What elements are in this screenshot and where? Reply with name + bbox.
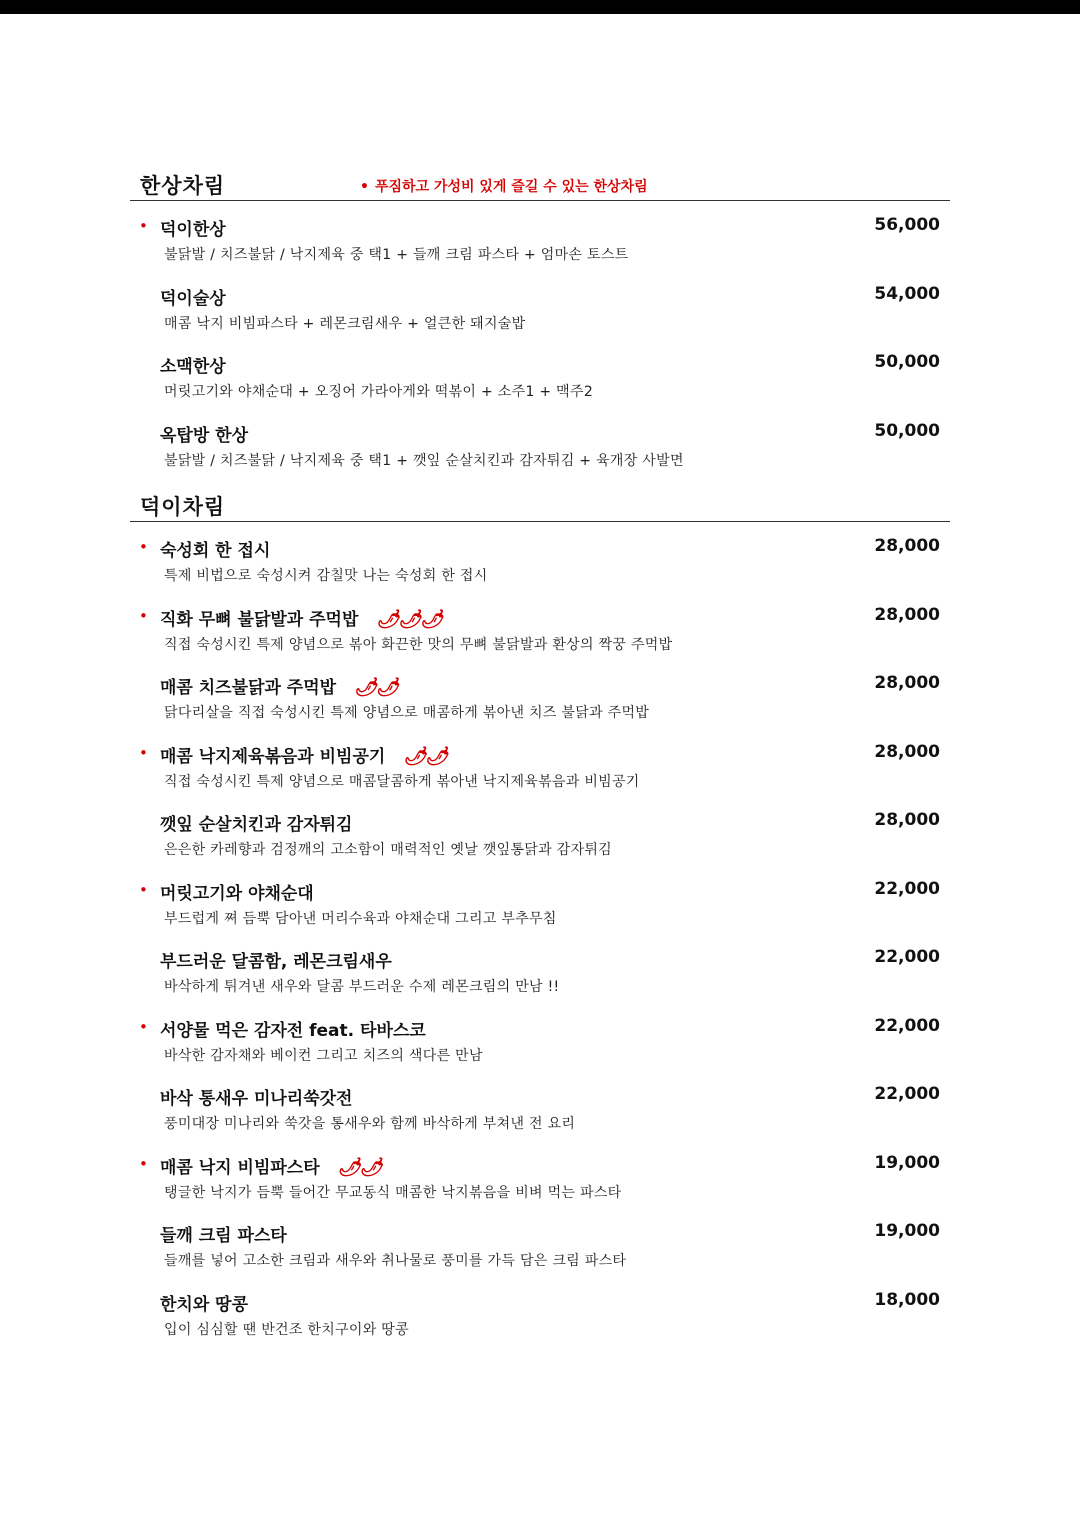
item-price: 22,000 <box>874 947 940 967</box>
menu-item <box>130 344 950 413</box>
section-title: 한상차림 <box>140 174 226 198</box>
item-name-text: 한치와 땅콩 <box>160 1294 249 1315</box>
item-price: 18,000 <box>874 1289 940 1310</box>
item-name <box>160 1016 426 1041</box>
menu-item <box>130 871 950 940</box>
item-name <box>160 1084 352 1109</box>
chili-pepper-icon: 🌶🌶 <box>354 677 398 698</box>
recommended-bullet: • <box>139 743 148 762</box>
recommended-bullet: • <box>139 217 148 235</box>
menu-item <box>130 734 950 803</box>
recommended-bullet: • <box>139 1017 148 1036</box>
menu-item <box>130 802 950 871</box>
section-title: 덕이차림 <box>140 495 226 519</box>
tagline-text: 푸짐하고 가성비 있게 즐길 수 있는 한상차림 <box>374 179 648 195</box>
item-description: 특제 비법으로 숙성시켜 감칠맛 나는 숙성회 한 접시 <box>164 568 488 584</box>
item-price: 50,000 <box>874 352 940 372</box>
item-name <box>160 1290 248 1315</box>
item-description: 바삭한 감자채와 베이컨 그리고 치즈의 색다른 만남 <box>164 1047 483 1064</box>
item-name-text: 직화 무뼈 불닭발과 주먹밥 <box>160 609 359 630</box>
item-name <box>160 215 226 240</box>
item-name-text: 매콤 낙지 비빔파스타 <box>160 1157 320 1178</box>
section-header <box>130 481 950 521</box>
item-description: 닭다리살을 직접 숙성시킨 특제 양념으로 매콤하게 볶아낸 치즈 불닭과 주먹밥 <box>164 705 650 721</box>
item-name <box>160 673 398 698</box>
item-name <box>160 947 392 972</box>
item-name <box>160 742 447 767</box>
item-price: 28,000 <box>874 673 940 693</box>
chili-pepper-icon: 🌶🌶🌶 <box>376 608 442 630</box>
menu-page <box>130 160 950 1350</box>
chili-pepper-icon: 🌶🌶 <box>337 1156 382 1178</box>
item-name <box>160 352 226 377</box>
item-description: 바삭하게 튀겨낸 새우와 달콤 부드러운 수제 레몬크림의 만남 !! <box>164 979 560 995</box>
menu-item <box>130 1213 950 1282</box>
item-price: 22,000 <box>874 1084 940 1104</box>
menu-item <box>130 597 950 666</box>
item-name-text: 깻잎 순살치킨과 감자튀김 <box>160 815 353 835</box>
item-name <box>160 536 270 561</box>
section-divider <box>130 521 950 522</box>
chili-pepper-icon: 🌶🌶 <box>403 745 448 767</box>
item-name-text: 매콤 치즈불닭과 주먹밥 <box>160 678 337 698</box>
item-price: 22,000 <box>874 878 940 899</box>
item-name <box>160 605 442 630</box>
item-name <box>160 879 314 904</box>
item-description: 매콤 낙지 비빔파스타 + 레몬크림새우 + 얼큰한 돼지술밥 <box>164 315 526 332</box>
menu-item <box>130 528 950 597</box>
item-name-text: 소맥한상 <box>160 357 226 377</box>
item-description: 부드럽게 쪄 듬뿍 담아낸 머리수육과 야채순대 그리고 부추무침 <box>164 910 557 927</box>
menu-item <box>130 207 950 276</box>
item-description: 입이 심심할 땐 반건조 한치구이와 땅콩 <box>164 1321 409 1338</box>
item-description: 직접 숙성시킨 특제 양념으로 볶아 화끈한 맛의 무뼈 불닭발과 환상의 짝꿍 주먹밥 <box>164 636 673 653</box>
item-price: 56,000 <box>874 215 940 235</box>
menu-item <box>130 276 950 345</box>
menu-item <box>130 665 950 734</box>
item-price: 28,000 <box>874 536 940 556</box>
section-divider <box>130 200 950 201</box>
item-price: 22,000 <box>874 1015 940 1036</box>
item-description: 직접 숙성시킨 특제 양념으로 매콤달콤하게 볶아낸 낙지제육볶음과 비빔공기 <box>164 773 640 790</box>
recommended-bullet: • <box>139 606 148 625</box>
item-description: 은은한 카레향과 검정깨의 고소함이 매력적인 옛날 깻잎통닭과 감자튀김 <box>164 842 612 858</box>
section-header <box>130 160 950 200</box>
item-description: 풍미대장 미나리와 쑥갓을 통새우와 함께 바삭하게 부쳐낸 전 요리 <box>164 1116 576 1132</box>
menu-item <box>130 1076 950 1145</box>
item-price: 54,000 <box>874 283 940 304</box>
item-price: 28,000 <box>874 604 940 625</box>
menu-item <box>130 413 950 482</box>
menu-item <box>130 939 950 1008</box>
section-tagline <box>360 176 648 196</box>
item-name-text: 들깨 크림 파스타 <box>160 1226 287 1246</box>
item-price: 19,000 <box>874 1152 940 1173</box>
item-name <box>160 1221 287 1246</box>
item-price: 19,000 <box>874 1221 940 1241</box>
menu-item <box>130 1008 950 1077</box>
recommended-bullet: • <box>139 1154 148 1173</box>
menu-item <box>130 1145 950 1214</box>
menu-item <box>130 1282 950 1351</box>
item-name <box>160 1153 381 1178</box>
item-name-text: 바삭 통새우 미나리쑥갓전 <box>160 1089 353 1109</box>
item-name <box>160 284 226 309</box>
tagline-bullet: • <box>360 179 369 195</box>
item-name-text: 덕이한상 <box>160 220 226 240</box>
item-description: 들깨를 넣어 고소한 크림과 새우와 취나물로 풍미를 가득 담은 크림 파스타 <box>164 1253 627 1269</box>
item-name-text: 숙성회 한 접시 <box>160 541 271 561</box>
item-name-text: 매콤 낙지제육볶음과 비빔공기 <box>160 746 386 767</box>
item-name-text: 머릿고기와 야채순대 <box>160 883 314 904</box>
item-description: 탱글한 낙지가 듬뿍 들어간 무교동식 매콤한 낙지볶음을 비벼 먹는 파스타 <box>164 1184 622 1201</box>
item-name-text: 덕이술상 <box>160 288 226 309</box>
item-description: 머릿고기와 야채순대 + 오징어 가라아게와 떡볶이 + 소주1 + 맥주2 <box>164 384 594 400</box>
item-name-text: 부드러운 달콤함, 레몬크림새우 <box>160 952 392 972</box>
item-name <box>160 421 248 446</box>
item-name-text: 옥탑방 한상 <box>160 425 249 446</box>
top-status-bar <box>0 0 1080 14</box>
item-description: 불닭발 / 치즈불닭 / 낙지제육 중 택1 + 깻잎 순살치킨과 감자튀김 + 육개장 사발면 <box>164 452 684 469</box>
item-price: 28,000 <box>874 810 940 830</box>
item-name-text: 서양물 먹은 감자전 feat. 타바스코 <box>160 1020 426 1041</box>
item-price: 28,000 <box>874 741 940 762</box>
item-name <box>160 810 352 835</box>
recommended-bullet: • <box>139 880 148 899</box>
item-description: 불닭발 / 치즈불닭 / 낙지제육 중 택1 + 들깨 크림 파스타 + 엄마손 토스트 <box>164 247 629 263</box>
recommended-bullet: • <box>139 538 148 556</box>
item-price: 50,000 <box>874 420 940 441</box>
